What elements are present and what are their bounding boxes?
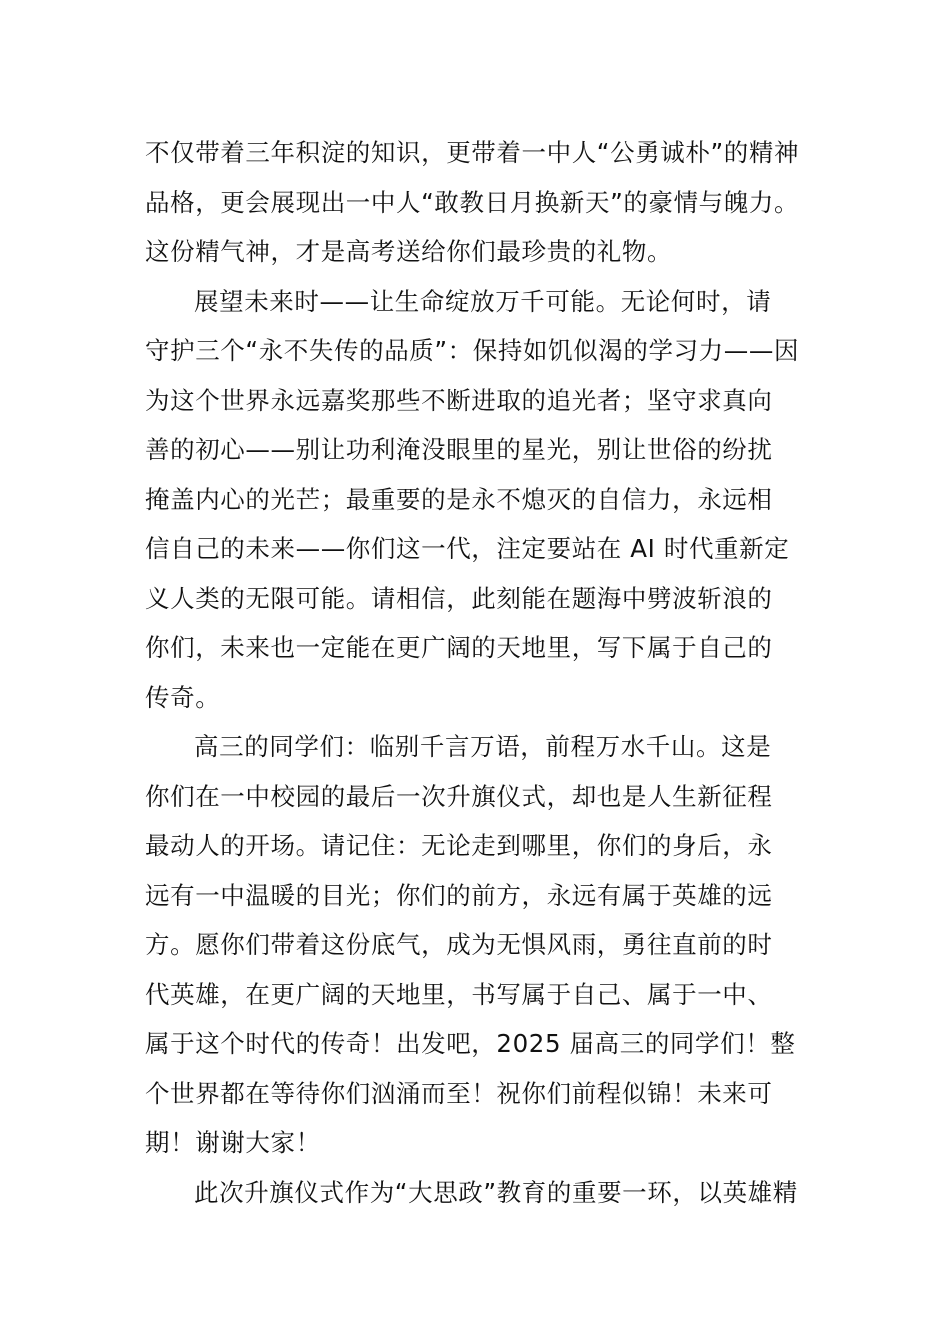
text-line: 你们，未来也一定能在更广阔的天地里，写下属于自己的: [145, 633, 773, 662]
text-line: 最动人的开场。请记住：无论走到哪里，你们的身后，永: [145, 831, 773, 860]
text-line: 属于这个时代的传奇！出发吧，2025 届高三的同学们！整: [145, 1029, 796, 1058]
paragraph-first-line: 此次升旗仪式作为“大思政”教育的重要一环，以英雄精: [194, 1177, 798, 1207]
text-line: 这份精气神，才是高考送给你们最珍贵的礼物。: [145, 237, 673, 266]
text-line: 代英雄，在更广阔的天地里，书写属于自己、属于一中、: [145, 979, 773, 1009]
text-line: 信自己的未来——你们这一代，注定要站在 AI 时代重新定: [145, 534, 790, 563]
text-line: 期！谢谢大家！: [145, 1128, 321, 1157]
paragraph-first-line: 高三的同学们：临别千言万语，前程万水千山。这是: [194, 732, 772, 761]
text-line: 你们在一中校园的最后一次升旗仪式，却也是人生新征程: [145, 781, 773, 811]
text-line: 守护三个“永不失传的品质”：保持如饥似渴的学习力——因: [145, 336, 800, 365]
text-line: 不仅带着三年积淀的知识，更带着一中人“公勇诚朴”的精神: [145, 138, 800, 167]
text-line: 方。愿你们带着这份底气，成为无惧风雨，勇往直前的时: [145, 930, 773, 959]
text-line: 传奇。: [145, 682, 221, 712]
text-line: 善的初心——别让功利淹没眼里的星光，别让世俗的纷扰: [145, 435, 773, 464]
text-line: 为这个世界永远嘉奖那些不断进取的追光者；坚守求真向: [145, 385, 773, 415]
text-line: 个世界都在等待你们汹涌而至！祝你们前程似锦！未来可: [145, 1078, 773, 1108]
paragraph-first-line: 展望未来时——让生命绽放万千可能。无论何时，请: [194, 286, 772, 316]
text-line: 品格，更会展现出一中人“敢教日月换新天”的豪情与魄力。: [145, 187, 800, 217]
document-body: [145, 128, 810, 1217]
text-line: 远有一中温暖的目光；你们的前方，永远有属于英雄的远: [145, 880, 773, 910]
text-line: 义人类的无限可能。请相信，此刻能在题海中劈波斩浪的: [145, 583, 773, 613]
text-line: 掩盖内心的光芒；最重要的是永不熄灭的自信力，永远相: [145, 484, 773, 514]
